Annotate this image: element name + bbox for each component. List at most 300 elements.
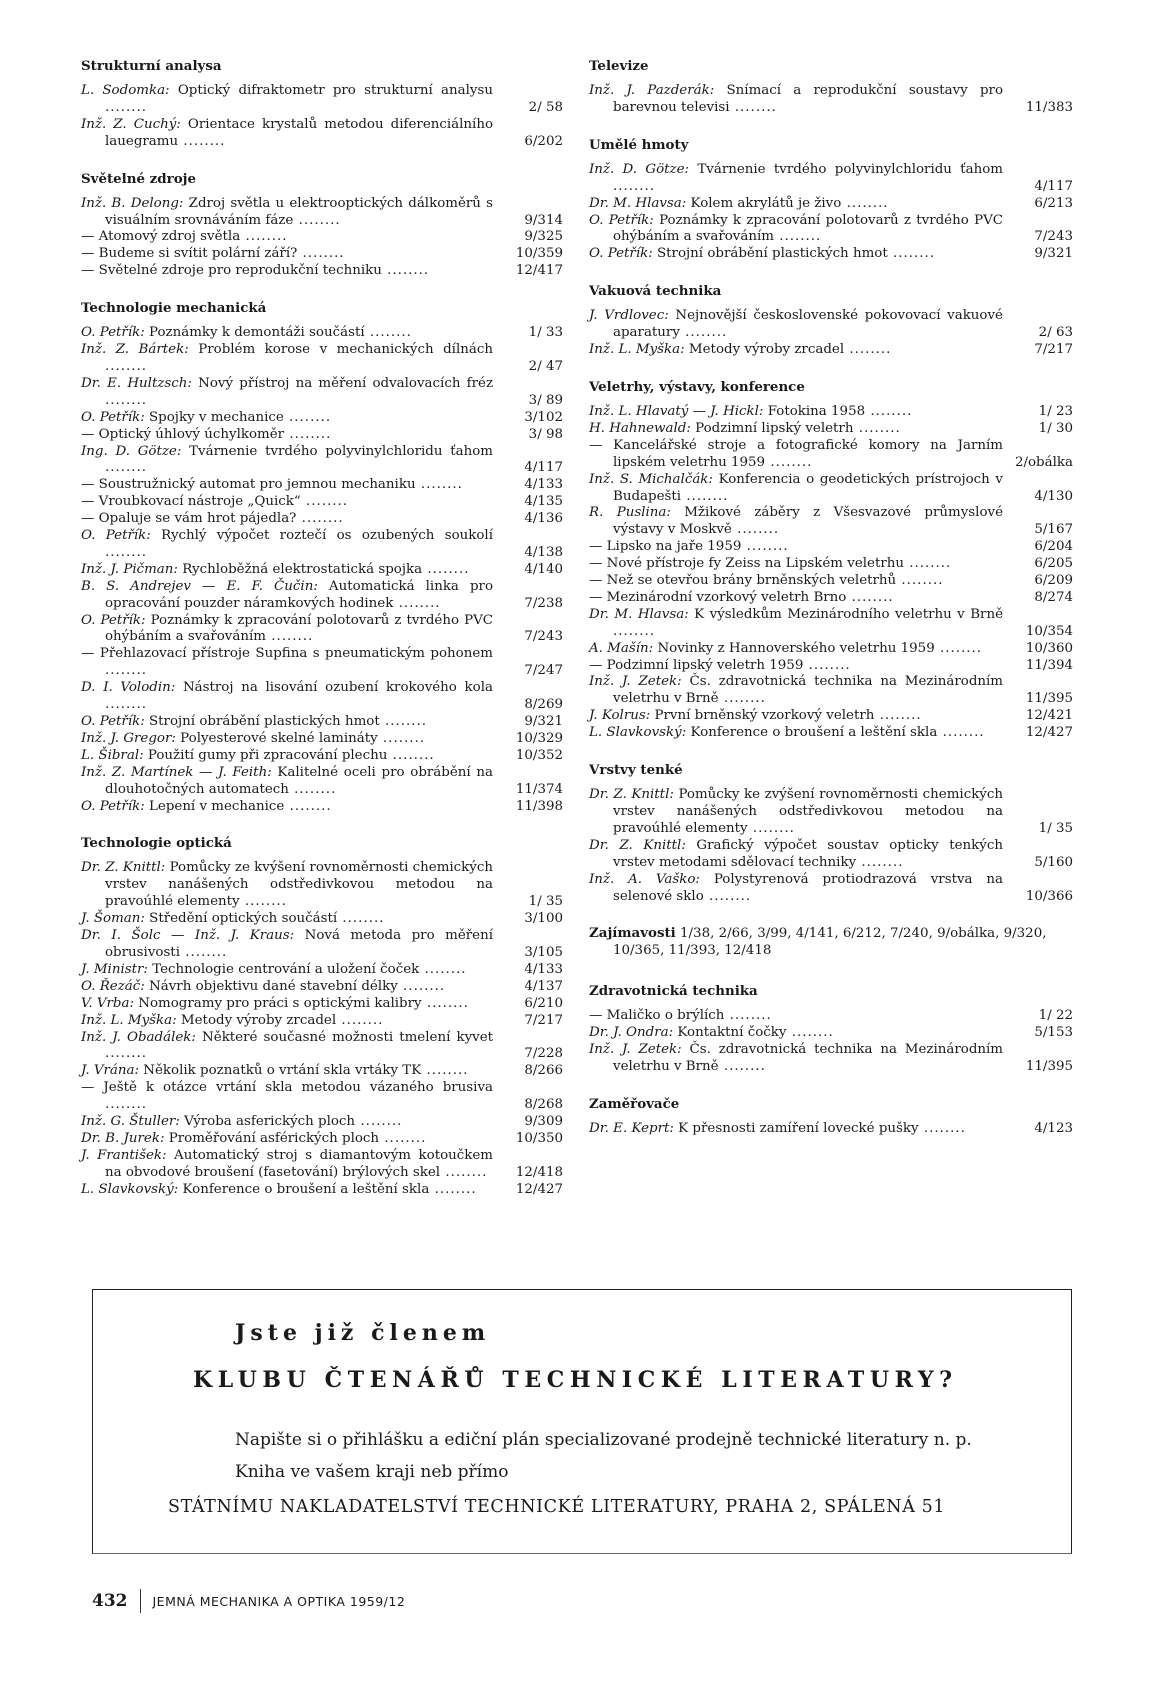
- entry-title: Soustružnický automat pro jemnou mechaniku: [98, 477, 416, 493]
- entry-author: O. Petřík:: [81, 409, 145, 425]
- leader-dots: ........: [896, 573, 944, 589]
- leader-dots: ........: [379, 1130, 427, 1146]
- entry-author: O. Petřík:: [589, 212, 654, 228]
- entry-text: [81, 1013, 493, 1030]
- entry-title: Poznámky k zpracování polotovarů z tvrdého PVC ohýbáním a svařováním: [613, 212, 1003, 245]
- entry-text: [589, 725, 1003, 742]
- entry-page: 9/309: [524, 1114, 563, 1130]
- entry-title: Nové přístroje fy Zeiss na Lipském veletrhu: [606, 556, 904, 572]
- entry-title: Mžikové záběry z Všesvazové průmyslové výstavy v Moskvě: [613, 505, 1003, 538]
- entry-author: —: [81, 646, 95, 662]
- entry-page: 1/ 33: [528, 325, 563, 341]
- entry-title: Automatický stroj s diamantovým kotoučkem na obvodové broušení (fasetování) brýlových skel: [105, 1147, 494, 1180]
- entry-page: 3/ 98: [528, 426, 563, 442]
- entry-text: [589, 1025, 1003, 1042]
- entry-author: —: [589, 657, 603, 673]
- entry-page: 4/138: [524, 544, 563, 560]
- entry-text: [589, 872, 1003, 906]
- leader-dots: ........: [393, 595, 441, 611]
- index-entry: [81, 731, 563, 748]
- index-entry: [589, 162, 1073, 196]
- leader-dots: ........: [397, 978, 446, 994]
- leader-dots: ........: [105, 697, 148, 713]
- entry-author: —: [81, 511, 95, 527]
- entry-page: 11/395: [1025, 691, 1073, 707]
- entry-page: 11/383: [1025, 99, 1073, 115]
- index-entry: [81, 646, 563, 680]
- index-section: [589, 983, 1073, 1076]
- index-entry: [81, 1131, 563, 1148]
- entry-page: 4/137: [524, 978, 563, 994]
- index-entry: [589, 421, 1073, 438]
- entry-page: 10/329: [515, 730, 563, 746]
- entry-title: Pomůcky ke zvýšení rovnoměrnosti chemických vrstev nanášených odstředivkovou metodou na pravoúhlé elementy: [613, 787, 1003, 836]
- leader-dots: ........: [105, 392, 148, 408]
- leader-dots: ........: [841, 195, 889, 211]
- index-entry: [81, 579, 563, 613]
- index-entry: [81, 1148, 563, 1182]
- entry-text: [589, 708, 1003, 725]
- leader-dots: ........: [288, 781, 337, 797]
- entry-author: Inž. L. Myška:: [589, 342, 685, 358]
- entry-author: Inž. J. Zetek:: [589, 1042, 682, 1058]
- leader-dots: ........: [355, 1114, 403, 1130]
- entry-title: Automatická linka pro opracování pouzder náramkových hodinek: [105, 578, 494, 611]
- entry-text: [589, 246, 1003, 263]
- entry-title: Metody výroby zrcadel: [180, 1012, 337, 1028]
- leader-dots: ........: [703, 888, 752, 904]
- entry-text: [81, 613, 493, 647]
- entry-author: J. Šoman:: [81, 911, 145, 927]
- entry-author: Inž. B. Delong:: [81, 195, 184, 211]
- entry-page: 10/360: [1025, 640, 1073, 656]
- entry-author: Dr. M. Hlavsa:: [589, 606, 689, 622]
- entry-page: 4/117: [524, 460, 563, 476]
- ad-line-1: Jste již členem: [235, 1320, 491, 1346]
- leader-dots: ........: [419, 961, 467, 977]
- entry-text: [81, 229, 493, 246]
- entry-page: 11/395: [1025, 1059, 1073, 1075]
- index-entry: [589, 83, 1073, 117]
- entry-author: Inž. Z. Cuchý:: [81, 116, 181, 132]
- index-entry: [81, 1114, 563, 1131]
- entry-title: Tvárnenie tvrdého polyvinylchloridu ťahom: [697, 161, 1003, 177]
- entry-author: O. Petřík:: [81, 612, 146, 628]
- entry-text: [81, 427, 493, 444]
- index-entry: [589, 725, 1073, 742]
- entry-page: 8/268: [524, 1097, 563, 1113]
- index-entry: [81, 1063, 563, 1080]
- leader-dots: ........: [429, 1181, 477, 1197]
- entry-title: Konference o broušení a leštění skla: [182, 1181, 430, 1197]
- index-section: [81, 58, 563, 151]
- entry-text: [81, 714, 493, 731]
- leader-dots: ........: [297, 246, 345, 262]
- entry-page: 7/243: [1034, 229, 1073, 245]
- entry-page: 1/ 30: [1038, 420, 1073, 436]
- entry-page: 5/153: [1034, 1025, 1073, 1041]
- entry-author: J. Kolrus:: [589, 708, 651, 724]
- entry-author: Inž. J. Zetek:: [589, 674, 682, 690]
- entry-page: 6/202: [524, 133, 563, 149]
- leader-dots: ........: [377, 730, 425, 746]
- entry-page: 10/359: [515, 246, 563, 262]
- entry-author: J. Vrána:: [81, 1063, 140, 1079]
- index-entry: [81, 444, 563, 478]
- leader-dots: ........: [296, 511, 344, 527]
- entry-page: 7/238: [524, 595, 563, 611]
- entry-text: [589, 1121, 1003, 1138]
- entry-text: [81, 748, 493, 765]
- entry-text: [589, 342, 1003, 359]
- index-entry: [589, 607, 1073, 641]
- entry-text: [589, 641, 1003, 658]
- entry-title: Proměřování asférických ploch: [168, 1130, 380, 1146]
- entry-author: Dr. E. Keprt:: [589, 1121, 674, 1137]
- entry-title: Pomůcky ze kvýšení rovnoměrnosti chemických vrstev nanášených odstředivkovou metodou na pravoúhlé elementy: [105, 860, 493, 910]
- index-entry: [589, 246, 1073, 263]
- entry-page: 3/ 89: [528, 392, 563, 408]
- entry-author: Dr. E. Hultzsch:: [81, 375, 192, 391]
- entry-text: [589, 196, 1003, 213]
- entry-title: Nová metoda pro měření obrusivosti: [105, 928, 493, 960]
- entry-text: [81, 646, 493, 680]
- entry-text: [589, 674, 1003, 708]
- leader-dots: ........: [741, 539, 789, 555]
- entry-text: [589, 505, 1003, 539]
- index-section: [589, 58, 1073, 117]
- entry-title: Podzimní lipský veletrh 1959: [606, 657, 804, 673]
- entry-page: 4/136: [524, 511, 563, 527]
- entry-title: Budeme si svítit polární září?: [98, 246, 298, 262]
- leader-dots: ........: [284, 426, 332, 442]
- entry-author: V. Vrba:: [81, 995, 134, 1011]
- page-footer: [92, 1589, 405, 1613]
- entry-title: Podzimní lipský veletrh: [695, 420, 854, 436]
- index-entry: [589, 872, 1073, 906]
- entry-author: —: [81, 494, 95, 510]
- index-entry: [81, 246, 563, 263]
- entry-title: Nový přístroj na měření odvalovacích fréz: [198, 375, 493, 391]
- entry-text: [81, 342, 493, 376]
- entry-page: 7/247: [524, 663, 563, 679]
- entry-page: 12/427: [1025, 725, 1073, 741]
- index-entry: [589, 708, 1073, 725]
- section-heading: Vakuová technika: [589, 283, 722, 300]
- entry-title: Použití gumy při zpracování plechu: [147, 747, 388, 763]
- leader-dots: ........: [934, 640, 983, 656]
- index-entry: [81, 410, 563, 427]
- entry-text: [589, 556, 1003, 573]
- entry-page: 3/105: [524, 944, 563, 960]
- section-heading: Zaměřovače: [589, 1096, 680, 1113]
- index-entry: [81, 799, 563, 816]
- entry-title: Kolem akrylátů je živo: [690, 195, 842, 211]
- entry-title: Snímací a reprodukční soustavy pro barevnou televisi: [613, 83, 1004, 115]
- leader-dots: ........: [844, 342, 892, 358]
- entry-text: [81, 410, 493, 427]
- entry-page: 12/427: [515, 1181, 563, 1197]
- leader-dots: ........: [381, 263, 430, 279]
- index-section: [81, 300, 563, 815]
- leader-dots: ........: [856, 854, 904, 870]
- leader-dots: ........: [422, 561, 470, 577]
- index-entry: [81, 263, 563, 280]
- leader-dots: ........: [105, 99, 148, 115]
- entry-author: L. Šibral:: [81, 747, 144, 763]
- index-section: [589, 762, 1073, 905]
- entry-author: —: [81, 477, 95, 493]
- entry-text: [81, 1182, 493, 1199]
- entry-title: Mezinárodní vzorkový veletrh Brno: [606, 589, 847, 605]
- entry-title: Nástroj na lisování ozubení krokového kola: [182, 680, 493, 696]
- entry-page: 7/243: [524, 629, 563, 645]
- right-column: [589, 58, 1073, 1158]
- entry-author: R. Puslina:: [589, 505, 671, 521]
- entry-page: 7/217: [524, 1012, 563, 1028]
- index-entry: [589, 674, 1073, 708]
- entry-title: Spojky v mechanice: [149, 409, 284, 425]
- entry-author: Dr. Z. Knittl:: [589, 787, 674, 803]
- entry-page: 4/117: [1034, 178, 1073, 194]
- entry-text: [589, 404, 1003, 421]
- entry-author: O. Petřík:: [81, 325, 145, 341]
- index-entry: [81, 325, 563, 342]
- index-entry: [81, 680, 563, 714]
- entry-title: Opaluje se vám hrot pájedla?: [98, 511, 297, 527]
- entry-title: Optický difraktometr pro strukturní analysu: [177, 83, 493, 98]
- entry-page: 2/ 63: [1038, 325, 1073, 341]
- entry-text: [589, 162, 1003, 196]
- entry-page: 6/205: [1034, 556, 1073, 572]
- leader-dots: ........: [786, 1025, 834, 1041]
- leader-dots: ........: [364, 325, 412, 341]
- entry-page: 4/123: [1034, 1121, 1073, 1137]
- section-heading: Vrstvy tenké: [589, 762, 683, 779]
- entry-title: Kalitelné oceli pro obrábění na dlouhotočných automatech: [105, 764, 493, 797]
- entry-text: [589, 838, 1003, 872]
- entry-page: 6/204: [1034, 539, 1073, 555]
- entry-author: —: [81, 246, 95, 262]
- index-entry: [81, 511, 563, 528]
- index-section: [589, 137, 1073, 263]
- zajimavosti-label: Zajímavosti: [589, 925, 676, 942]
- entry-title: Kancelářské stroje a fotografické komory na Jarním lipském veletrhu 1959: [613, 437, 1003, 470]
- entry-text: [589, 308, 1003, 342]
- index-entry: [81, 562, 563, 579]
- entry-text: [81, 376, 493, 410]
- entry-author: O. Petřík:: [81, 798, 145, 814]
- entry-title: Konferencia o geodetických prístrojoch v Budapešti: [613, 471, 1003, 504]
- index-entry: [81, 1013, 563, 1030]
- entry-text: [81, 1114, 493, 1131]
- leader-dots: ........: [337, 911, 385, 927]
- entry-author: J. Ministr:: [81, 961, 148, 977]
- leader-dots: ........: [336, 1012, 384, 1028]
- index-entry: [589, 1008, 1073, 1025]
- index-entry: [589, 838, 1073, 872]
- leader-dots: ........: [293, 212, 341, 228]
- entry-text: [81, 528, 493, 562]
- entry-text: [589, 539, 1003, 556]
- entry-text: [81, 562, 493, 579]
- leader-dots: ........: [865, 403, 913, 419]
- entry-title: Středění optických součástí: [149, 911, 338, 927]
- entry-title: Grafický výpočet soustav opticky tenkých vrstev metodami sdělovací techniky: [613, 837, 1003, 870]
- index-entry: [81, 427, 563, 444]
- entry-title: Několik poznatků o vrtání skla vrtáky TK: [143, 1063, 422, 1079]
- entry-text: [81, 246, 493, 263]
- entry-text: [81, 511, 493, 528]
- entry-text: [589, 658, 1003, 675]
- entry-author: Dr. B. Jurek:: [81, 1130, 165, 1146]
- leader-dots: ........: [283, 409, 332, 425]
- section-heading: Televize: [589, 58, 649, 74]
- entry-text: [81, 196, 493, 230]
- entry-text: [81, 1063, 493, 1080]
- entry-author: L. Slavkovský:: [81, 1181, 179, 1197]
- leader-dots: ........: [178, 133, 226, 149]
- entry-text: [81, 477, 493, 494]
- entry-title: Návrh objektivu dané stavební délky: [149, 978, 398, 994]
- entry-text: [81, 911, 493, 928]
- entry-title: Polystyrenová protiodrazová vrstva na selenové sklo: [613, 871, 1003, 904]
- index-entry: [81, 979, 563, 996]
- entry-page: 2/ 58: [528, 99, 563, 115]
- page-number: 432: [92, 1591, 128, 1611]
- entry-text: [81, 928, 493, 962]
- index-entry: [81, 714, 563, 731]
- entry-author: —: [589, 556, 603, 572]
- index-entry: [589, 342, 1073, 359]
- leader-dots: ........: [421, 995, 469, 1011]
- entry-title: Strojní obrábění plastických hmot: [657, 246, 888, 262]
- entry-page: 4/133: [524, 961, 563, 977]
- entry-text: [81, 1080, 493, 1114]
- entry-page: 12/418: [515, 1164, 563, 1180]
- entry-author: —: [81, 1080, 95, 1096]
- index-section: [81, 171, 563, 281]
- entry-page: 9/314: [524, 212, 563, 228]
- entry-title: Vroubkovací nástroje „Quick“: [98, 494, 301, 510]
- entry-title: Lepení v mechanice: [149, 798, 285, 814]
- leader-dots: ........: [729, 99, 777, 115]
- entry-author: —: [81, 229, 95, 245]
- entry-text: [81, 680, 493, 714]
- leader-dots: ........: [681, 488, 729, 504]
- ad-text: Napište si o přihlášku a ediční plán specializované prodejně technické literatury n. p. Kniha ve vašem kraji neb přímo: [235, 1430, 972, 1482]
- entry-author: O. Petřík:: [589, 246, 653, 262]
- entry-author: Inž. J. Pazderák:: [589, 83, 715, 98]
- index-entry: [81, 83, 563, 117]
- entry-title: Poznámky k demontáži součástí: [149, 325, 365, 341]
- entry-title: Strojní obrábění plastických hmot: [149, 714, 380, 729]
- entry-text: [81, 996, 493, 1013]
- entry-text: [81, 1131, 493, 1148]
- leader-dots: ........: [718, 691, 766, 707]
- entry-title: První brněnský vzorkový veletrh: [654, 708, 875, 724]
- entry-page: 4/133: [524, 477, 563, 493]
- entry-page: 6/209: [1034, 573, 1073, 589]
- entry-text: [589, 421, 1003, 438]
- leader-dots: ........: [937, 725, 985, 741]
- entry-title: Optický úhlový úchylkoměr: [98, 426, 285, 442]
- entry-author: Dr. Z. Knittl:: [589, 837, 686, 853]
- entry-author: A. Mašín:: [589, 640, 654, 656]
- entry-text: [81, 579, 493, 613]
- index-entry: [81, 528, 563, 562]
- entry-page: 5/167: [1034, 522, 1073, 538]
- entry-text: [589, 438, 1003, 472]
- leader-dots: ........: [421, 1063, 469, 1079]
- entry-title: Světelné zdroje pro reprodukční techniku: [98, 263, 382, 279]
- entry-text: [81, 1148, 493, 1182]
- index-entry: [589, 505, 1073, 539]
- entry-title: Čs. zdravotnická technika na Mezinárodním veletrhu v Brně: [613, 674, 1004, 707]
- index-entry: [589, 196, 1073, 213]
- entry-author: Inž. Z. Bártek:: [81, 342, 189, 358]
- entry-author: —: [589, 437, 603, 453]
- entry-title: Problém korose v mechanických dílnách: [198, 342, 493, 358]
- entry-page: 3/100: [524, 911, 563, 927]
- section-heading: Technologie optická: [81, 835, 232, 852]
- index-entry: [81, 1030, 563, 1064]
- entry-title: Rychlý výpočet roztečí os ozubených soukolí: [161, 528, 493, 544]
- index-entry: [81, 1182, 563, 1199]
- index-section: [81, 835, 563, 1198]
- leader-dots: ........: [918, 1121, 966, 1137]
- entry-text: [81, 860, 493, 911]
- leader-dots: ........: [300, 494, 348, 510]
- entry-text: [589, 1008, 1003, 1025]
- entry-author: —: [81, 263, 95, 279]
- section-heading: Veletrhy, výstavy, konference: [589, 378, 805, 395]
- entry-page: 4/135: [524, 494, 563, 510]
- leader-dots: ........: [613, 623, 656, 639]
- entry-page: 6/210: [524, 995, 563, 1011]
- index-entry: [81, 342, 563, 376]
- index-entry: [81, 1080, 563, 1114]
- leader-dots: ........: [747, 820, 795, 836]
- entry-page: 8/266: [524, 1063, 563, 1079]
- leader-dots: ........: [773, 229, 822, 245]
- entry-text: [589, 1042, 1003, 1076]
- leader-dots: ........: [613, 178, 656, 194]
- leader-dots: ........: [387, 747, 435, 763]
- entry-text: [81, 962, 493, 979]
- index-entry: [589, 1042, 1073, 1076]
- entry-page: 2/obálka: [1014, 454, 1073, 470]
- index-entry: [81, 494, 563, 511]
- entry-text: [81, 979, 493, 996]
- entry-author: Dr. I. Šolc — Inž. J. Kraus:: [81, 928, 295, 944]
- index-section: [589, 379, 1073, 742]
- entry-author: —: [589, 539, 603, 555]
- entry-author: Inž. L. Myška:: [81, 1012, 177, 1028]
- entry-text: [81, 83, 493, 117]
- entry-author: Dr. Z. Knittl:: [81, 860, 166, 876]
- entry-page: 9/321: [1034, 246, 1073, 262]
- entry-title: Tvárnenie tvrdého polyvinylchloridu ťahom: [189, 443, 493, 459]
- entry-page: 9/325: [524, 229, 563, 245]
- index-entry: [589, 787, 1073, 838]
- section-heading: Umělé hmoty: [589, 136, 689, 153]
- leader-dots: ........: [284, 798, 332, 814]
- index-entry: [81, 928, 563, 962]
- ad-publisher: STÁTNÍMU NAKLADATELSTVÍ TECHNICKÉ LITERATURY, PRAHA 2, SPÁLENÁ 51: [168, 1497, 946, 1517]
- entry-title: Rychloběžná elektrostatická spojka: [182, 561, 423, 577]
- section-heading: Strukturní analysa: [81, 58, 222, 74]
